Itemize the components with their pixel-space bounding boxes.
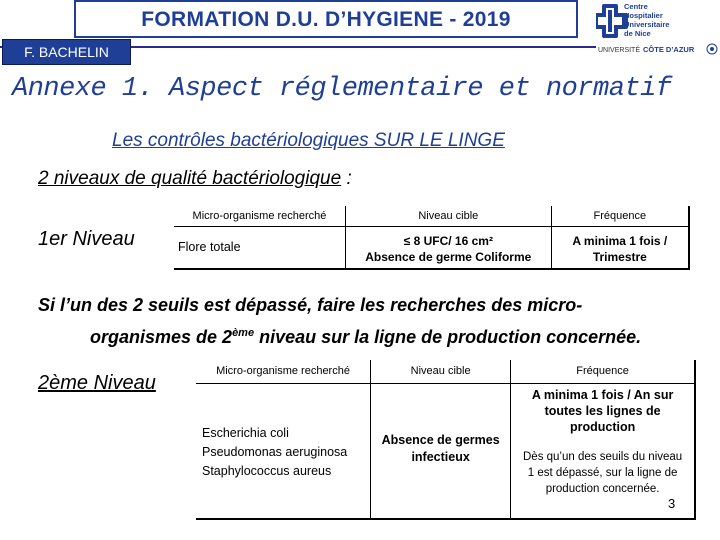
note-line-1: Si l’un des 2 seuils est dépassé, faire les recherches des micro- [38,295,583,315]
escalation-note [38,291,708,351]
level2-header-target: Niveau cible [371,360,511,384]
logo-line-2: Hospitalier [624,11,663,20]
level1-body-row [174,227,689,270]
level2-frequency-note: Dès qu’un des seuils du niveau 1 est dépassé, sur la ligne de production concernée. [523,451,683,495]
level2-body-row [196,384,695,520]
level1-header-organism: Micro-organisme recherché [174,206,345,227]
levels-heading [38,168,352,190]
level2-table [196,360,696,520]
level1-header-target: Niveau cible [345,206,551,227]
level2-target-cell [371,384,511,520]
page-subtitle: Les contrôles bactériologiques SUR LE LINGE [112,130,505,151]
level1-header-frequency: Fréquence [551,206,689,227]
level2-organism-2: Pseudomonas aeruginosa [202,445,348,459]
logo-line-4: de Nice [624,29,651,38]
author-badge: F. BACHELIN [2,39,131,65]
level1-target-line1: ≤ 8 UFC/ 16 cm² [403,234,493,248]
level2-organism-3: Staphylococcus aureus [202,464,332,478]
level1-organism-cell [174,227,345,270]
note-line-2 [38,319,708,351]
level1-target-cell [345,227,551,270]
level1-organism: Flore totale [178,240,241,254]
level1-label: 1er Niveau [38,228,135,250]
logo-university-a: UNIVERSITÉ [598,47,641,54]
page-title: Annexe 1. Aspect réglementaire et normatif [12,74,672,104]
logo-line-1: Centre [624,2,648,11]
level1-header-row [174,206,689,227]
level2-target: Absence de germes infectieux [381,433,500,464]
level1-target-line2: Absence de germe Coliforme [365,250,532,264]
level2-header-row [196,360,695,384]
level1-table [174,206,690,270]
level1-frequency: A minima 1 fois / Trimestre [572,234,668,264]
level2-header-frequency: Fréquence [511,360,695,384]
logo-university-b: CÔTE D’AZUR [643,45,695,54]
note-line-2a: organismes de 2 [90,327,233,347]
header-title: FORMATION D.U. D’HYGIENE - 2019 [141,8,511,31]
note-line-2b: niveau sur la ligne de production concernée. [254,327,642,347]
page-number: 3 [668,496,676,511]
levels-heading-text: 2 niveaux de qualité bactériologique [38,168,342,189]
level2-organism-cell [196,384,371,520]
level2-frequency-main: A minima 1 fois / An sur toutes les lignes de production [531,388,674,434]
logo-line-3: Universitaire [624,20,670,29]
note-superscript: ème [232,327,255,339]
university-emblem-icon [707,44,717,54]
level1-frequency-cell [551,227,689,270]
level2-header-organism: Micro-organisme recherché [196,360,371,384]
header-title-box [74,0,578,38]
level2-organism-1: Escherichia coli [202,426,289,440]
level2-label: 2ème Niveau [38,372,156,394]
chu-nice-logo [596,0,720,60]
levels-heading-colon: : [341,168,352,189]
